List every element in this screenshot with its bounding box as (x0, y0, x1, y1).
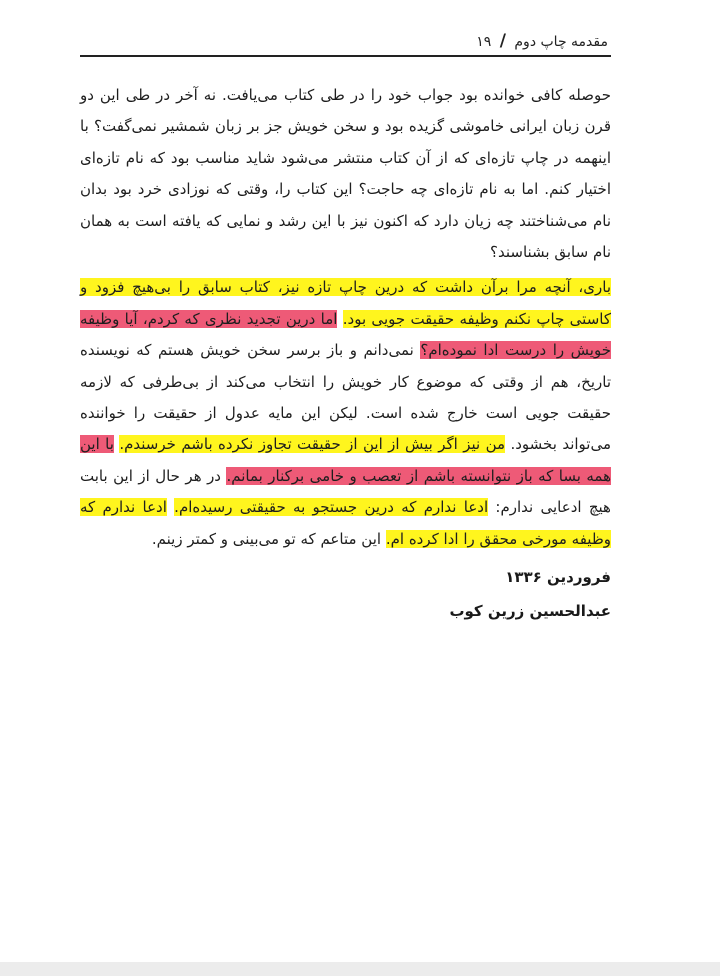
highlight-sentence-4: من نیز اگر بیش از این از حقیقت تجاوز نکرده باشم خرسندم. (119, 435, 506, 454)
running-header (80, 28, 608, 54)
signature-date: فروردین ۱۳۳۶ (505, 568, 611, 586)
page-number: ۱۹ (476, 34, 492, 50)
highlight-sentence-8: ادعا ندارم که وظیفه مورخی محقق را ادا کرده ام. (80, 498, 611, 548)
body-text (80, 80, 611, 555)
header-title: مقدمه چاپ دوم (514, 34, 608, 50)
header-separator: / (499, 31, 506, 51)
plain-sentence-9: این متاعم که تو می‌بینی و کمتر زینم. (151, 529, 382, 548)
highlight-sentence-7: ادعا ندارم که درین جستجو به حقیقتی رسیده‌ام. (174, 498, 489, 517)
signature-author: عبدالحسین زرین کوب (449, 602, 611, 620)
highlight-sentence-5: با این همه بسا که باز نتوانسته باشم از تعصب و خامی برکنار بمانم. (80, 435, 611, 485)
signature-block (80, 562, 611, 626)
plain-sentence-6: در هر حال از این بابت هیچ ادعایی ندارم: (80, 466, 611, 517)
plain-sentence-3: نمی‌دانم و باز برسر سخن خویش هستم که نویسنده تاریخ، هم از وقتی که موضوع کار خویش را انتخاب می‌کند از بی‌طرفی که لازمه حقیقت جویی است خارج شده است. لیکن این مایه عدول از حقیقت را خواننده می‌تواند بخشود. (80, 341, 611, 454)
paragraph-2 (80, 272, 611, 555)
highlight-sentence-1: باری، آنچه مرا برآن داشت که درین چاپ تازه نیز، کتاب سابق را بی‌هیچ فزود و کاستی چاپ نکنم وظیفه حقیقت جویی بود. (80, 278, 611, 328)
highlight-sentence-2: اما درین تجدید نظری که کردم، آیا وظیفه خویش را درست ادا نموده‌ام؟ (80, 309, 611, 360)
paragraph-1: حوصله کافی خوانده بود جواب خود را در طی کتاب می‌یافت. نه آخر در طی این دو قرن زبان ایرانی خاموشی گزیده بود و سخن خویش جز بر زبان شمشیر نمی‌گفت؟ با اینهمه در چاپ تازه‌ای که از آن کتاب منتشر می‌شود شاید مناسب بود که نام تازه‌ای اختیار کنم. اما به نام تازه‌ای چه حاجت؟ این کتاب را، وقتی که نوزادی خرد بود بدان نام می‌شناختند چه زیان دارد که اکنون نیز با این رشد و نمایی که یافته است به همان نام سابق بشناسند؟ (80, 86, 611, 262)
viewer-bottom-bar (0, 962, 720, 976)
header-divider (80, 55, 611, 57)
